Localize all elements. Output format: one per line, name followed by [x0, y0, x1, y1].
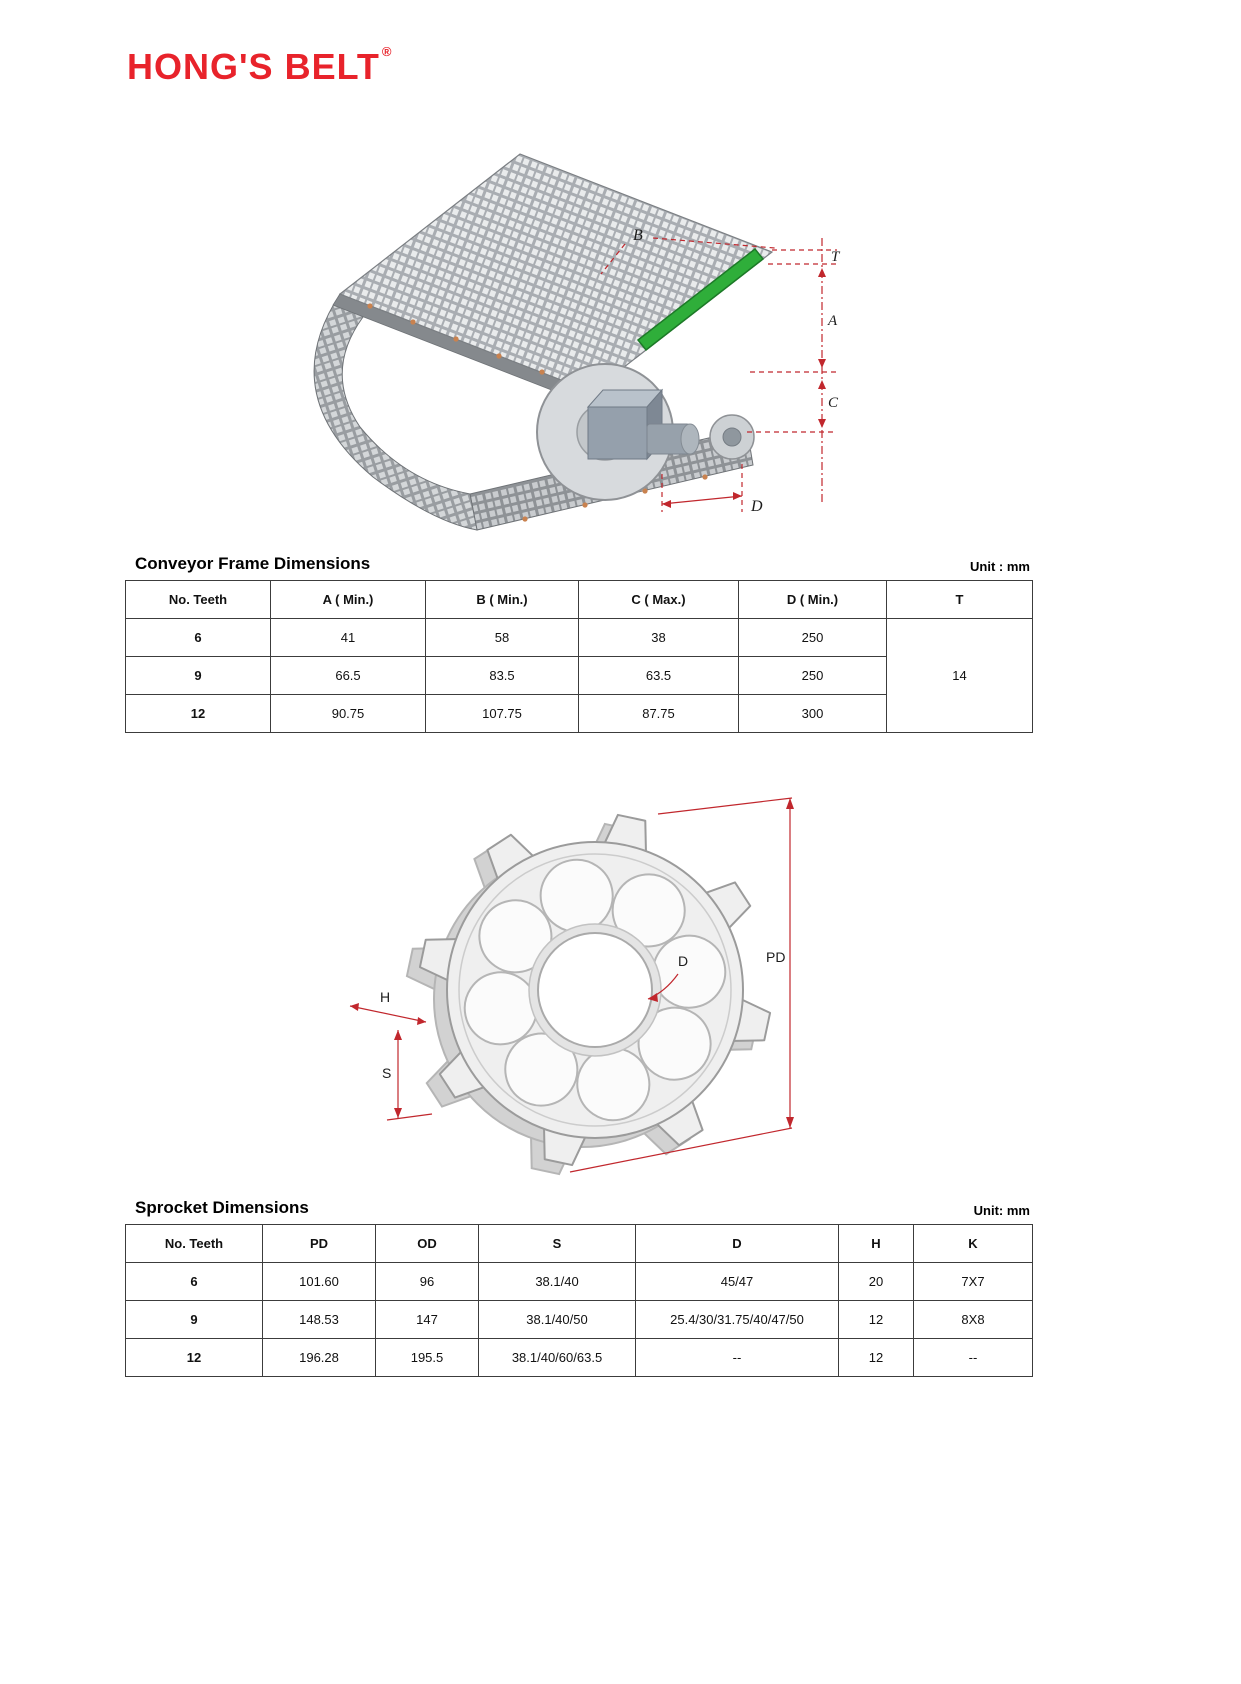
table-cell: 9	[126, 1301, 263, 1339]
table-cell-t-shared: 14	[887, 619, 1033, 733]
sprocket-dimensions-table	[125, 1224, 1033, 1377]
table-cell: 63.5	[579, 657, 739, 695]
table-row	[126, 619, 1033, 657]
dim-label-h: H	[380, 989, 391, 1005]
conveyor-frame-section	[125, 554, 1032, 733]
table-cell: 9	[126, 657, 271, 695]
column-header: A ( Min.)	[271, 581, 426, 619]
table-cell: 90.75	[271, 695, 426, 733]
table-cell: 300	[739, 695, 887, 733]
conveyor-belt-svg	[285, 132, 875, 552]
table-cell: 195.5	[376, 1339, 479, 1377]
table-cell: 38	[579, 619, 739, 657]
table-cell: 7X7	[914, 1263, 1033, 1301]
table-header-row	[126, 1225, 1033, 1263]
conveyor-frame-table	[125, 580, 1033, 733]
registered-mark: ®	[381, 43, 392, 59]
table-cell: 12	[839, 1301, 914, 1339]
table-cell: 41	[271, 619, 426, 657]
sprocket-unit-label: Unit: mm	[973, 1203, 1030, 1218]
table-cell: 12	[126, 1339, 263, 1377]
table-cell: --	[914, 1339, 1033, 1377]
table-cell: 8X8	[914, 1301, 1033, 1339]
table-cell: 83.5	[426, 657, 579, 695]
belt-top-surface	[340, 154, 772, 392]
table-cell: 87.75	[579, 695, 739, 733]
idler-roller-hub	[723, 428, 741, 446]
column-header: K	[914, 1225, 1033, 1263]
table-cell: 107.75	[426, 695, 579, 733]
table-cell: 6	[126, 1263, 263, 1301]
table-cell: 101.60	[263, 1263, 376, 1301]
conveyor-section-title: Conveyor Frame Dimensions	[135, 554, 371, 573]
table-header-row	[126, 581, 1033, 619]
table-cell: 38.1/40/50	[479, 1301, 636, 1339]
column-header: H	[839, 1225, 914, 1263]
sprocket-section-head	[125, 1198, 1030, 1218]
column-header: No. Teeth	[126, 581, 271, 619]
conveyor-unit-label: Unit : mm	[970, 559, 1030, 574]
table-cell: 12	[839, 1339, 914, 1377]
table-row	[126, 1339, 1033, 1377]
table-cell: 25.4/30/31.75/40/47/50	[636, 1301, 839, 1339]
sprocket-dimensions-section	[125, 1198, 1032, 1377]
dim-label-a: A	[828, 313, 838, 329]
table-cell: 147	[376, 1301, 479, 1339]
table-cell: 250	[739, 619, 887, 657]
conveyor-section-head	[125, 554, 1030, 574]
table-cell: 96	[376, 1263, 479, 1301]
table-cell: 38.1/40/60/63.5	[479, 1339, 636, 1377]
sprocket-svg	[340, 778, 810, 1188]
table-cell: 148.53	[263, 1301, 376, 1339]
table-cell: 20	[839, 1263, 914, 1301]
dim-label-s: S	[382, 1065, 392, 1081]
table-cell: 250	[739, 657, 887, 695]
table-row	[126, 1301, 1033, 1339]
table-cell: 12	[126, 695, 271, 733]
brand-name: HONG'S BELT	[127, 46, 380, 87]
column-header: S	[479, 1225, 636, 1263]
shaft-end	[681, 424, 699, 454]
dim-label-d: D	[751, 498, 763, 515]
dim-label-pd: PD	[766, 949, 786, 965]
dim-label-d-bore: D	[678, 953, 689, 969]
column-header: T	[887, 581, 1033, 619]
bearing-block-front	[588, 407, 647, 459]
table-cell: 38.1/40	[479, 1263, 636, 1301]
table-cell: 45/47	[636, 1263, 839, 1301]
dim-label-c: C	[828, 395, 839, 411]
column-header: OD	[376, 1225, 479, 1263]
sprocket-illustration	[340, 778, 810, 1193]
table-cell: 58	[426, 619, 579, 657]
table-cell: 196.28	[263, 1339, 376, 1377]
column-header: D ( Min.)	[739, 581, 887, 619]
table-cell: --	[636, 1339, 839, 1377]
column-header: C ( Max.)	[579, 581, 739, 619]
column-header: PD	[263, 1225, 376, 1263]
column-header: D	[636, 1225, 839, 1263]
sprocket-section-title: Sprocket Dimensions	[135, 1198, 309, 1217]
column-header: B ( Min.)	[426, 581, 579, 619]
conveyor-belt-illustration	[285, 132, 875, 557]
brand-logo	[127, 43, 392, 88]
drive-shaft-assembly	[537, 364, 754, 500]
table-cell: 6	[126, 619, 271, 657]
table-cell: 66.5	[271, 657, 426, 695]
column-header: No. Teeth	[126, 1225, 263, 1263]
sprocket-bore	[538, 933, 652, 1047]
table-row	[126, 1263, 1033, 1301]
dim-label-t: T	[831, 249, 840, 265]
dim-label-b: B	[633, 227, 643, 244]
